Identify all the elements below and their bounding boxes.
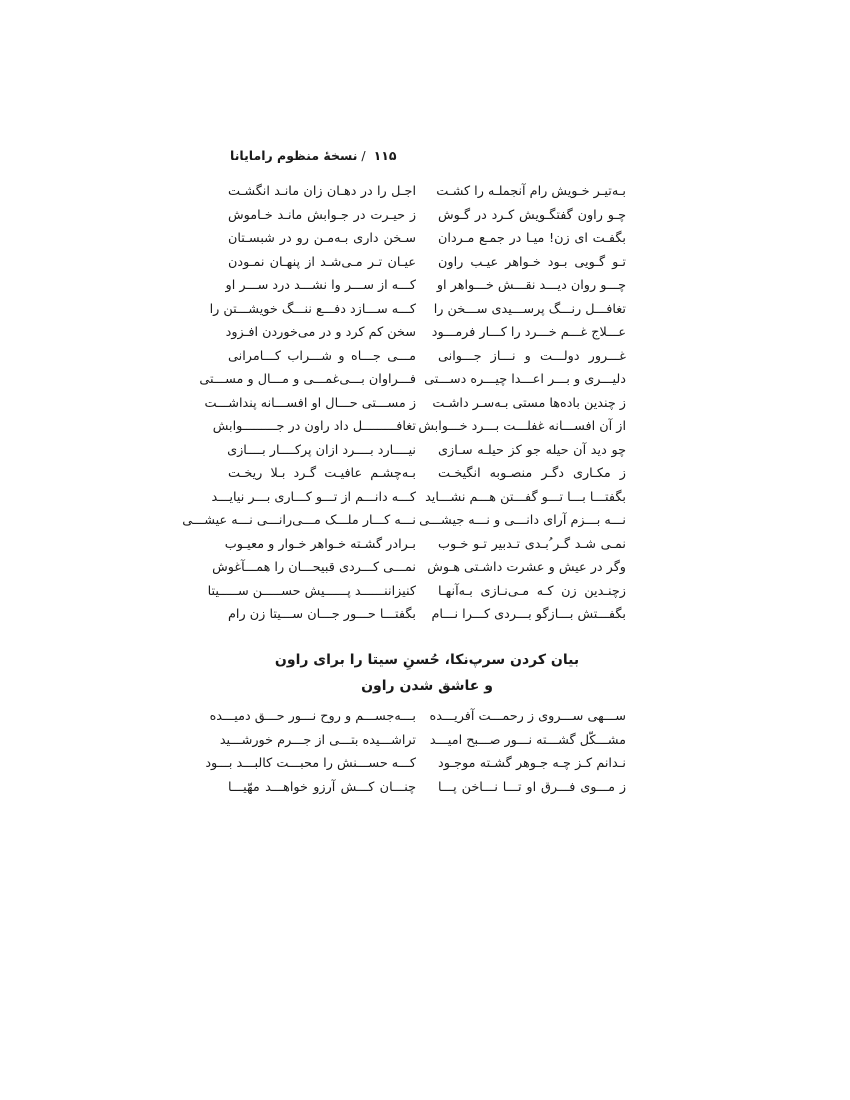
section-title-line-1: بیان کردن سرپ‌نکا، حُسنِ سیتا را برای راون (274, 652, 580, 668)
hemistich-first: ز مـــوی فـــرق او تـــا نـــاخن پـــا (438, 779, 626, 795)
couplet (228, 227, 626, 251)
hemistich-second: کنیزاننــــــد پــــــیش حســـــن ســـــیتا (207, 583, 416, 599)
couplet (209, 298, 626, 322)
hemistich-second: فـــراوان بـــی‌غمـــی و مـــال و مســـتی (199, 372, 416, 387)
hemistich-second: نمـــی کـــردی قبیحـــان را همـــآغوش (212, 560, 416, 575)
page-number: ۱۱۵ (373, 148, 397, 163)
hemistich-second: ز حیـرت در جـوابش مانـد خـاموش (228, 207, 416, 223)
hemistich-first: نمـی شـد گـر ُبـدی تـدبیر تـو خـوب (438, 536, 626, 552)
hemistich-second: سخن کم کرد و در می‌خوردن افـزود (225, 325, 416, 340)
hemistich-first: نـــه بـــزم آرای دانـــی و نـــه جیشـــی (419, 513, 626, 528)
hemistich-first: از آن افســـانه غفلـــت بـــرد خـــوابش (418, 419, 626, 434)
couplet (228, 180, 626, 204)
couplet (211, 486, 626, 510)
hemistich-second: کـــه دانـــم از تـــو کـــاری بـــر نیایـــد (211, 489, 416, 505)
couplet (224, 533, 626, 557)
couplet (212, 415, 626, 439)
hemistich-second: چنـــان کـــش آرزو خواهـــد مهّیـــا (228, 779, 416, 795)
hemistich-second: بگفتـــا حـــور جـــان ســـیتا زن رام (228, 607, 416, 622)
hemistich-first: نـدانم کـز چـه جـوهر گشـته موجـود (438, 756, 626, 771)
couplet (228, 439, 626, 463)
hemistich-first: چـو راون گفتگـویش کـرد در گـوش (438, 207, 626, 223)
hemistich-first: بگفتـــا بـــا تـــو گفـــتن هـــم نشـــاید (425, 489, 626, 505)
hemistich-second: عیـان تـر مـی‌شـد از پنهـان نمـودن (228, 254, 416, 270)
hemistich-first: ز مکـاری دگـر منصـوبه انگیخـت (438, 466, 626, 481)
hemistich-first: وگر در عیش و عشرت داشـتی هـوش (427, 560, 626, 575)
couplet (225, 321, 626, 345)
verse-block-2 (205, 705, 626, 799)
couplet (228, 204, 626, 228)
hemistich-first: دلیـــری و بـــر اعـــدا چیـــره دســـتی (424, 372, 626, 387)
couplet (228, 776, 626, 800)
hemistich-first: زچنـدین زن کـه مـی‌نـازی بـه‌آنهـا (438, 583, 626, 599)
couplet (205, 752, 626, 776)
running-header (230, 148, 630, 170)
couplet (207, 580, 626, 604)
hemistich-first: تغافـــل رنـــگ پرســـیدی ســـخن را (433, 301, 626, 317)
book-title: نسخهٔ منظوم رامایانا (230, 148, 358, 163)
hemistich-first: عـــلاج غـــم خـــرد را کـــار فرمـــود (431, 325, 626, 340)
hemistich-second: سـخن داری بـه‌مـن رو در شبسـتان (228, 231, 416, 246)
hemistich-second: نیــــارد بــــرد ازان پرکــــار بــــازی (227, 442, 416, 458)
couplet (228, 345, 626, 369)
couplet (228, 603, 626, 627)
header-separator: / (361, 148, 366, 163)
hemistich-first: ز چندین باده‌ها مستی بـه‌سـر داشـت (432, 395, 626, 411)
hemistich-second: کـــه از ســـر وا نشـــد درد ســـر او (225, 278, 416, 293)
couplet (199, 368, 626, 392)
hemistich-second: بـــه‌جســـم و روح نـــور حـــق دمیـــده (209, 709, 416, 724)
couplet (228, 251, 626, 275)
couplet (225, 274, 626, 298)
hemistich-second: بـرادر گشـته خـواهر خـوار و معیـوب (224, 536, 416, 552)
hemistich-first: تـو گـویی بـود خـواهر عیـب راون (438, 254, 626, 270)
hemistich-first: چـــو روان دیـــد نقـــش خـــواهر او (436, 278, 626, 293)
hemistich-second: بـه‌چشـم عافیـت گـرد بـلا ریخـت (228, 466, 416, 481)
hemistich-first: بگفـت ای زن! میـا در جمـع مـردان (438, 231, 626, 246)
hemistich-second: اجـل را در دهـان زان مانـد انگشـت (228, 184, 416, 199)
couplet (212, 556, 626, 580)
hemistich-first: بـه‌تیـر خـویش رام آنجملـه را کشـت (436, 184, 626, 199)
hemistich-second: کـــه ســـازد دفـــع ننـــگ خویشـــتن را (209, 301, 416, 317)
hemistich-first: ســـهی ســـروی ز رحمـــت آفریـــده (429, 709, 626, 724)
section-title-line-2: و عاشق شدن راون (361, 678, 493, 694)
couplet (182, 509, 626, 533)
hemistich-first: چو دید آن حیله جو کز حیلـه سـازی (438, 442, 626, 458)
hemistich-second: تراشـــیده بتـــی از جـــرم خورشـــید (219, 732, 416, 748)
hemistich-second: تغافـــــــــل داد راون در جـــــــــوابش (212, 419, 416, 434)
couplet (219, 729, 626, 753)
verse-block-1 (182, 180, 626, 627)
hemistich-first: غـــرور دولـــت و نـــاز جـــوانی (438, 348, 626, 364)
couplet (228, 462, 626, 486)
hemistich-first: بگفـــتش بـــازگو بـــردی کـــرا نـــام (431, 607, 626, 622)
hemistich-second: نـــه کـــار ملـــک مـــی‌رانـــی نـــه عیشـــی (182, 513, 416, 528)
couplet (209, 705, 626, 729)
hemistich-second: مـــی جـــاه و شـــراب کـــامرانی (228, 348, 416, 364)
hemistich-first: مشـــکّل گشـــته نـــور صـــبح امیـــد (429, 732, 626, 748)
hemistich-second: ز مســـتی حـــال او افســـانه پنداشـــت (204, 395, 416, 411)
hemistich-second: کـــه حســـنش را محبـــت کالبـــد بـــود (205, 756, 416, 771)
couplet (204, 392, 626, 416)
